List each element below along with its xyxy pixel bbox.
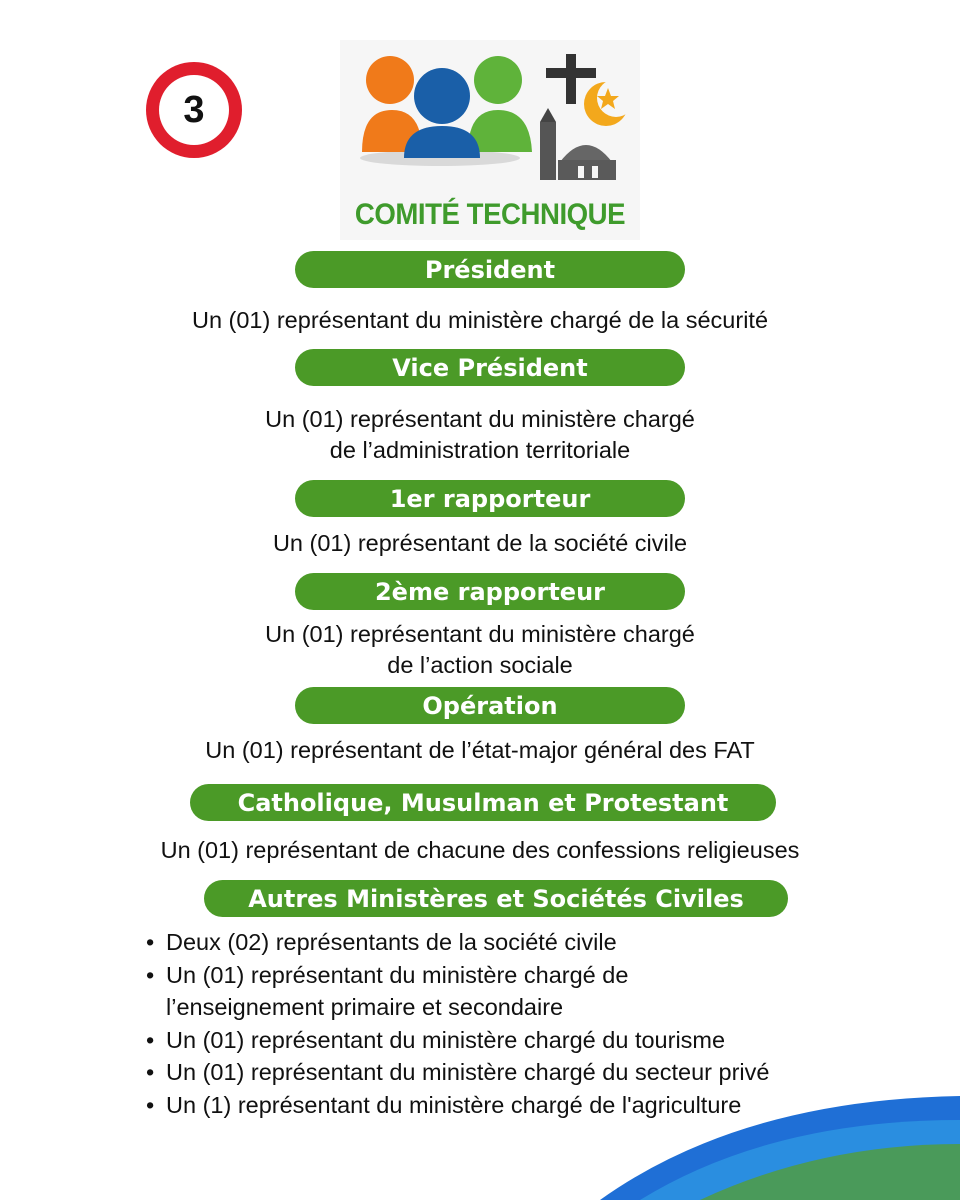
second-rapporteur-heading: 2ème rapporteur [295, 573, 685, 610]
list-item: • Un (1) représentant du ministère chargé de l'agriculture [146, 1089, 906, 1122]
first-rapporteur-text: Un (01) représentant de la société civile [272, 530, 688, 556]
list-item: • Un (01) représentant du ministère chargé du tourisme [146, 1024, 906, 1057]
list-item: • Un (01) représentant du ministère chargé du secteur privé [146, 1056, 906, 1089]
second-rapporteur-text-line2: de l’action sociale [387, 652, 573, 678]
logo-title: COMITÉ TECHNIQUE [354, 198, 626, 231]
step-number: 3 [159, 75, 229, 145]
crescent-star-icon [584, 79, 635, 126]
other-ministries-heading: Autres Ministères et Sociétés Civiles [204, 880, 788, 917]
vice-president-text-line2: de l’administration territoriale [329, 437, 631, 463]
people-group-icon [340, 40, 640, 200]
step-number-badge [146, 62, 242, 158]
operation-heading: Opération [295, 687, 685, 724]
first-rapporteur-heading: 1er rapporteur [295, 480, 685, 517]
vice-president-text-line1: Un (01) représentant du ministère chargé [265, 406, 695, 432]
vice-president-heading: Vice Président [295, 349, 685, 386]
religions-text: Un (01) représentant de chacune des confessions religieuses [160, 837, 800, 863]
list-item: • Un (01) représentant du ministère chargé de [146, 959, 906, 992]
president-text: Un (01) représentant du ministère chargé de la sécurité [191, 307, 769, 333]
corner-wave-decoration [580, 1060, 960, 1200]
second-rapporteur-text-line1: Un (01) représentant du ministère chargé [265, 621, 695, 647]
list-item: • Deux (02) représentants de la société civile [146, 926, 906, 959]
list-item-continuation: l’enseignement primaire et secondaire [166, 994, 564, 1020]
logo [340, 40, 640, 240]
religions-heading: Catholique, Musulman et Protestant [190, 784, 776, 821]
president-heading: Président [295, 251, 685, 288]
operation-text: Un (01) représentant de l’état-major général des FAT [205, 737, 755, 763]
